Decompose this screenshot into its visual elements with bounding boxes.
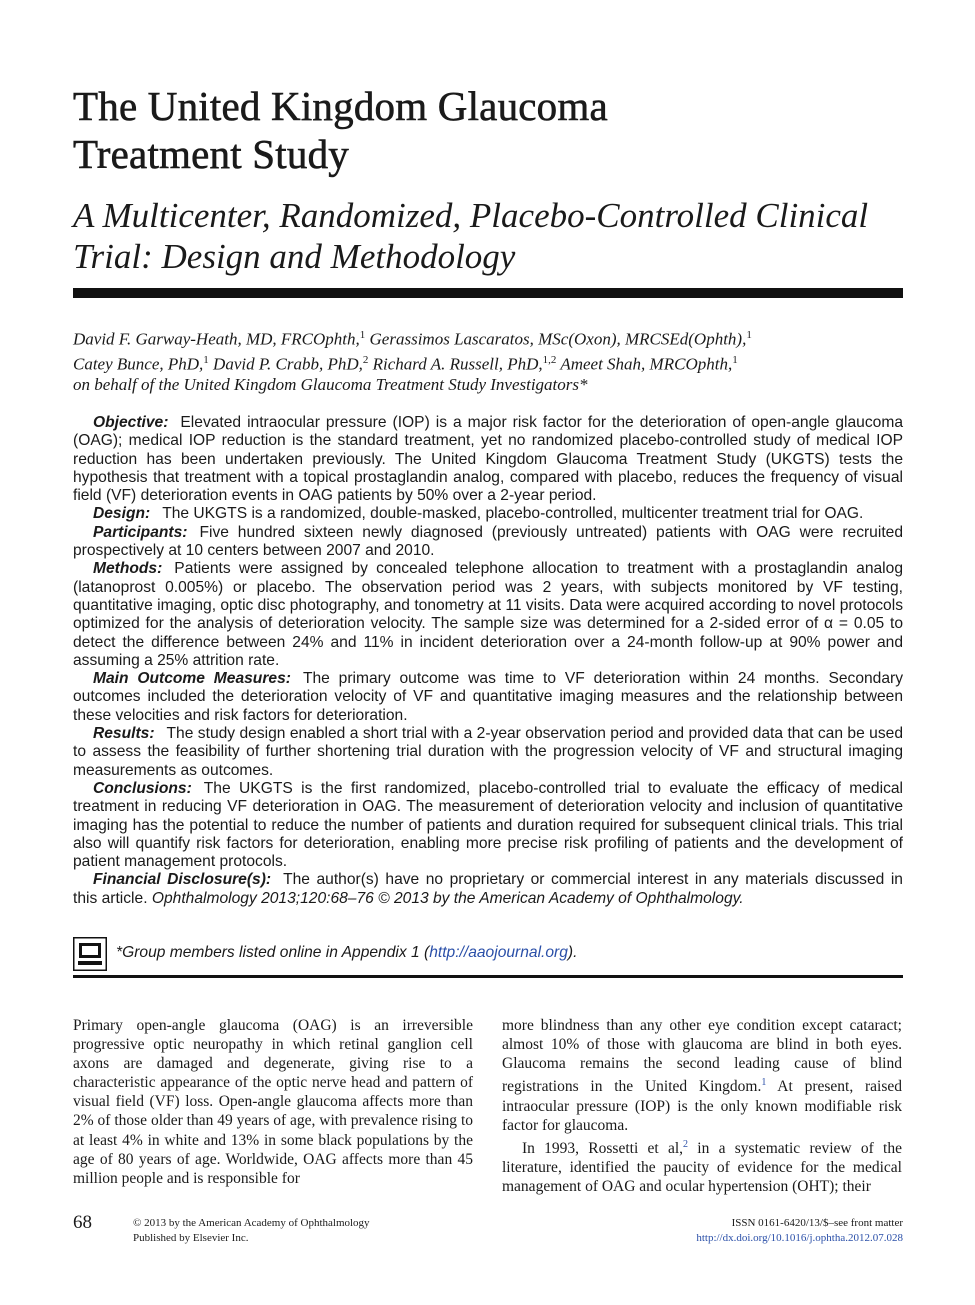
abstract-participants — [73, 524, 903, 561]
copyright-line: © 2013 by the American Academy of Ophthalmology — [133, 1217, 370, 1229]
section-text: The study design enabled a short trial with a 2-year observation period and provided data that can be used to assess the feasibility of further shortening trial duration with the progression velocity of VF and structural imaging measurements as outcomes. — [73, 725, 903, 779]
author-name: Catey Bunce, PhD, — [73, 354, 204, 374]
abstract-outcome-measures — [73, 670, 903, 725]
section-label: Financial Disclosure(s): — [93, 871, 272, 889]
appendix-text-end: ). — [567, 944, 578, 961]
abstract-conclusions — [73, 780, 903, 871]
body-text: in a systematic review of the literature, identified the paucity of evidence for the medical management of OAG and ocular hypertension (OHT); their — [502, 1139, 902, 1196]
body-paragraph — [502, 1016, 902, 1135]
section-text: Five hundred sixteen newly diagnosed (previously untreated) patients with OAG were recruited prospectively at 10 centers between 2007 and 2010. — [73, 523, 903, 560]
issn-text: ISSN 0161-6420/13/$–see front matter — [731, 1217, 903, 1229]
affiliation-mark: 2 — [362, 353, 369, 366]
abstract-design — [73, 505, 903, 523]
section-text: Patients were assigned by concealed telephone allocation to treatment with a prostaglandin analog (latanoprost 0.005%) or placebo. The observation period was 2 years, with subjects monitored by VF testing, quantitative imaging, optic disc photography, and tonometry at 11 visits. Data were acquired according to novel protocols optimized for the analysis of deterioration velocity. The sample size was determined for a 2-sided error of α = 0.05 to detect the difference between 24% and 11% in incident deterioration over a 24-month follow-up at 90% power and assuming a 25% attrition rate. — [73, 560, 903, 669]
section-label: Design: — [93, 505, 151, 523]
affiliation-mark: 1 — [203, 353, 209, 366]
title-line-2: Treatment Study — [73, 131, 349, 177]
section-text: The UKGTS is the first randomized, placebo-controlled trial to evaluate the efficacy of medical treatment in reducing VF deterioration in OAG. The measurement of deterioration velocity and inclusion of quantitative imaging has the potential to reduce the number of patients and duration required for subsequent clinical trials. This trial also will quantify risk factors for deterioration, enabling more precise risk profiling of patients and the development of patient management protocols. — [73, 779, 903, 871]
section-label: Conclusions: — [93, 779, 192, 797]
body-text: In 1993, Rossetti et al, — [522, 1139, 684, 1157]
author-group: on behalf of the United Kingdom Glaucoma Treatment Study Investigators* — [73, 375, 588, 395]
section-label: Methods: — [93, 560, 163, 578]
body-text: At present, raised intraocular pressure (IOP) is the only known modifiable risk factor for glaucoma. — [502, 1078, 902, 1134]
section-text: The primary outcome was time to VF deterioration within 24 months. Secondary outcomes included the deterioration velocity of VF and quantitative imaging measures and the relationship between these velocities and risk factors for deterioration. — [73, 670, 903, 724]
author-list — [73, 325, 903, 395]
section-label: Results: — [93, 725, 155, 743]
journal-citation: Ophthalmology 2013;120:68–76 © 2013 by the American Academy of Ophthalmology. — [151, 889, 744, 907]
reference-link[interactable]: 1 — [761, 1077, 767, 1089]
subtitle-line-2: Trial: Design and Methodology — [73, 237, 516, 276]
affiliation-mark: 1 — [359, 329, 366, 341]
aaojournal-link[interactable]: http://aaojournal.org — [429, 944, 568, 961]
subtitle-line-1: A Multicenter, Randomized, Placebo-Controlled Clinical — [73, 196, 869, 235]
issn-block — [696, 1216, 903, 1246]
affiliation-mark: 1 — [732, 353, 738, 366]
title-line-1: The United Kingdom Glaucoma — [73, 83, 608, 129]
abstract-results — [73, 725, 903, 780]
page-number: 68 — [73, 1212, 92, 1233]
author-name: Richard A. Russell, PhD, — [368, 354, 543, 374]
body-column-left — [73, 1016, 473, 1188]
publisher-line: Published by Elsevier Inc. — [133, 1232, 249, 1244]
article-subtitle — [73, 195, 903, 277]
section-label: Objective: — [93, 414, 169, 431]
affiliation-mark: 1,2 — [542, 353, 557, 366]
abstract-divider — [73, 975, 903, 978]
author-name: Ameet Shah, MRCOphth, — [556, 354, 733, 374]
section-label: Main Outcome Measures: — [93, 670, 291, 688]
section-text: Elevated intraocular pressure (IOP) is a major risk factor for the deterioration of open-angle glaucoma (OAG); medical IOP reduction is the standard treatment, yet no randomized placebo-controlled study of medical IOP reduction has been undertaken previously. The United Kingdom Glaucoma Treatment Study (UKGTS) tests the hypothesis that treatment with a topical prostaglandin analog, compared with placebo, reduces the frequency of visual field (VF) deterioration events in OAG patients by 50% over a 2-year period. — [73, 414, 903, 505]
body-column-right — [502, 1016, 902, 1196]
article-page — [73, 0, 903, 1305]
abstract-methods — [73, 560, 903, 670]
computer-icon — [73, 937, 107, 971]
body-paragraph: Primary open-angle glaucoma (OAG) is an irreversible progressive optic neuropathy in which retinal ganglion cell axons are damaged and degenerate, giving rise to a characteristic appearance of the optic nerve head and pattern of visual field (VF) loss. Open-angle glaucoma affects more than 2% of those older than 49 years of age, with prevalence rising to at least 4% in white and 13% in some black populations by the age of 80 years of age. Worldwide, OAG affects more than 45 million people and is responsible for — [73, 1017, 473, 1187]
section-label: Participants: — [93, 523, 188, 541]
body-text: more blindness than any other eye condition except cataract; almost 10% of those with glaucoma are blind in both eyes. Glaucoma remains the second leading cause of blind registrations in the United Kingdom. — [502, 1017, 902, 1096]
abstract-disclosure — [73, 871, 903, 908]
reference-link[interactable]: 2 — [683, 1138, 689, 1150]
author-name: David F. Garway-Heath, MD, FRCOphth, — [73, 329, 360, 349]
doi-link[interactable]: http://dx.doi.org/10.1016/j.ophtha.2012.07.028 — [696, 1232, 903, 1244]
section-text: The author(s) have no proprietary or commercial interest in any materials discussed in this article. — [73, 871, 903, 907]
abstract-objective — [73, 414, 903, 505]
title-divider — [73, 288, 903, 298]
affiliation-mark: 1 — [746, 329, 752, 341]
appendix-note — [116, 943, 896, 963]
article-title — [73, 82, 903, 178]
appendix-text: *Group members listed online in Appendix 1 ( — [116, 944, 430, 961]
author-name: Gerassimos Lascaratos, MSc(Oxon), MRCSEd(Ophth), — [365, 329, 747, 349]
author-name: David P. Crabb, PhD, — [208, 354, 363, 374]
copyright-notice — [133, 1216, 370, 1246]
section-text: The UKGTS is a randomized, double-masked, placebo-controlled, multicenter treatment trial for OAG. — [162, 505, 864, 523]
body-paragraph — [502, 1135, 902, 1196]
abstract — [73, 414, 903, 908]
